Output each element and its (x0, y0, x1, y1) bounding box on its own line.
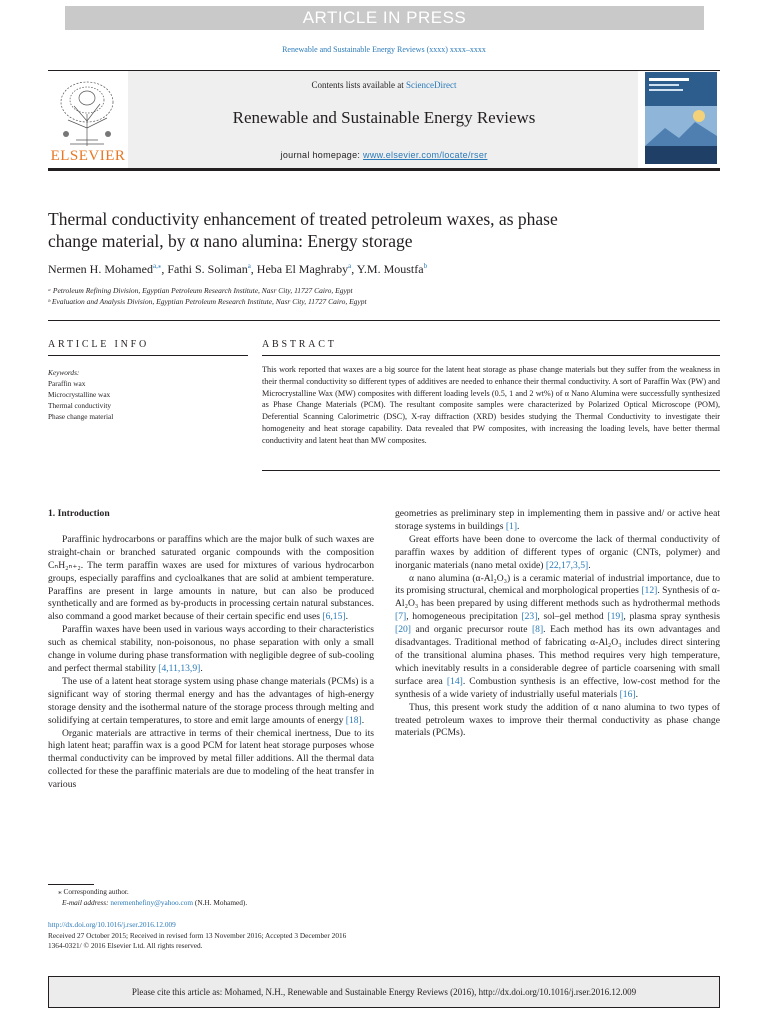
paragraph: geometries as preliminary step in implementing them in passive and/ or active heat storage systems in buildings [1]. (395, 508, 720, 532)
citation-link[interactable]: [1] (505, 520, 518, 532)
affiliation-b: ᵇ Evaluation and Analysis Division, Egyptian Petroleum Research Institute, Nasr City, 11727 Cairo, Egypt (48, 297, 367, 306)
keywords-block (48, 367, 248, 422)
keyword-item: Paraffin wax (48, 379, 86, 388)
paragraph-text: geometries as preliminary step in implementing them in passive and/ or active heat storage systems in buildings (395, 508, 720, 532)
author-affiliation-marker[interactable]: a,⁎ (152, 262, 162, 270)
keyword-item: Phase change material (48, 412, 114, 421)
paragraph-text: Paraffin waxes have been used in various ways according to their characteristics such as chemical stability, non-poisonous, no phase separation with only a small change in volume during phase transformation with negligible degree of sub-cooling and perfect thermal stability (48, 624, 374, 674)
keyword-item: Thermal conductivity (48, 401, 112, 410)
abstract-end-rule (262, 470, 720, 471)
sciencedirect-link[interactable]: ScienceDirect (406, 80, 457, 90)
paragraph-text: . Combustion synthesis is an effective, low-cost method for the synthesis of a wide variety of industrially useful materials (395, 675, 720, 700)
citation-link[interactable]: [14] (446, 675, 463, 687)
publisher-logo-text: ELSEVIER (50, 148, 126, 164)
paragraph: Paraffinic hydrocarbons or paraffins which are the major bulk of such waxes are straight-chain or branched saturated organic compounds with the composition CₙH₂ₙ₊₂. The term paraffin waxes are used for mixtures of various hydrocarbon groups, especially paraffins and cycloalkanes that are solid at ambient temperature. Paraffins are present in large amounts in nature, but can also be produced synthetically and are formed as by-products in processing certain natural substances. also command a good market because of their certain specific end uses [6,15]. (48, 533, 374, 623)
paragraph: α nano alumina (α-Al₂O₃) is a ceramic material of industrial importance, due to its promising structural, chemical and morphological properties [12]. Synthesis of α-Al₂O₃ has been prepared by using different methods such as hydrothermal methods [7], homogeneous precipitation [23], sol–gel method [19], plasma spray synthesis [20] and organic precursor route [8]. Each method has its own advantages and disadvantages. Traditional method of fabricating α-Al₂O₃ includes direct sintering of the transitional alumina phases. This method requires very high temperature, which inevitably results in a considerable degree of particle coarsening with small surface area [14]. Combustion synthesis is an effective, low-cost method for the synthesis of a wide variety of industrially useful materials [16]. (395, 572, 721, 700)
paragraph: Paraffin waxes have been used in various ways according to their characteristics such as chemical stability, non-poisonous, no phase separation with only a small change in volume during phase transformation with negligible degree of sub-cooling and perfect thermal stability [4,11,13,9]. (48, 624, 374, 674)
citation-box: Please cite this article as: Mohamed, N.H., Renewable and Sustainable Energy Reviews (2016), http://dx.doi.org/10.1016/j.rser.2016.12.009 (48, 976, 720, 1008)
corresponding-author-note: ⁎ Corresponding author. (58, 887, 129, 896)
affiliation-a: ᵃ Petroleum Refining Division, Egyptian Petroleum Research Institute, Nasr City, 11727 Cairo, Egypt (48, 286, 353, 295)
footnotes (48, 887, 548, 952)
paragraph-text: . Synthesis of α-Al₂O₃ has been prepared by using different methods such as hydrothermal methods (395, 585, 720, 610)
paragraph-text: Organic materials are attractive in terms of their chemical inertness, Due to its high latent heat; paraffin wax is a good PCM for latent heat storage purposes whose thermal conductivity can be improved by metal filler additions. All the thermal data collected for these the paraffinic materials are due to modeling of the heat transfer in various (48, 727, 374, 791)
keyword-item: Microcrystalline wax (48, 390, 111, 399)
author-name[interactable]: Fathi S. Soliman (167, 262, 248, 276)
received-dates: Received 27 October 2015; Received in revised form 13 November 2016; Accepted 3 December 2016 (48, 930, 347, 940)
title-bottom-rule (48, 320, 720, 321)
abstract-heading: ABSTRACT (262, 339, 337, 350)
keywords-label: Keywords: (48, 368, 80, 377)
author-affiliation-marker[interactable]: a (247, 262, 251, 270)
paragraph-text: Paraffinic hydrocarbons or paraffins which are the major bulk of such waxes are straight-chain or branched saturated organic compounds with the composition CₙH₂ₙ₊₂. The term paraffin waxes are used for mixtures of various hydrocarbon groups, especially paraffins and cycloalkanes that are solid at ambient temperature. Paraffins are present in large amounts in nature, but can also be produced synthetically and are formed as by-products in processing certain natural substances. also command a good market because of their certain specific end uses (48, 533, 374, 623)
paragraph-text: . Each method has its own advantages and disadvantages. Traditional method of fabricating α-Al₂O₃ includes direct sintering of the transitional alumina phases. This method requires very high temperature, which inevitably results in a considerable degree of particle coarsening with small surface area (395, 624, 721, 687)
author-affiliation-marker[interactable]: a (348, 262, 352, 270)
paragraph: Great efforts have been done to overcome the lack of thermal conductivity of paraffin waxes by addition of different types of organic (CNTs, polymer) and inorganic materials (nano metal oxide) [22,17,3,5]. (395, 533, 720, 571)
paragraph (395, 702, 720, 741)
citation-link[interactable]: [4,11,13,9] (158, 662, 201, 674)
body-column-right (395, 508, 720, 740)
citation-link[interactable]: [6,15] (322, 611, 346, 623)
abstract-rule (262, 355, 720, 356)
paragraph-text: The use of a latent heat storage system using phase change materials (PCMs) is a significant way of storing thermal energy and has the advantages of high-energy storage density and the isothermal nature of the storage process through melting and solidifying at certain temperatures, to store and emit large amounts of energy (48, 675, 374, 726)
footnote-rule (48, 884, 94, 885)
citation-link[interactable]: [8] (531, 624, 544, 636)
citation-link[interactable]: [16] (619, 688, 636, 700)
paragraph-text: Great efforts have been done to overcome the lack of thermal conductivity of paraffin waxes by addition of different types of organic (CNTs, polymer) and inorganic materials (nano metal oxide) (395, 533, 720, 571)
citation-link[interactable]: [12] (641, 585, 658, 597)
article-info-heading: ARTICLE INFO (48, 339, 150, 350)
article-title-line-1: Thermal conductivity enhancement of treated petroleum waxes, as phase (48, 209, 558, 229)
paragraph-text: , plasma spray synthesis (623, 611, 720, 623)
author-affiliation-marker[interactable]: b (423, 262, 428, 270)
citation-link[interactable]: [22,17,3,5] (545, 559, 589, 571)
citation-link[interactable]: [18] (345, 714, 362, 726)
email-label: E-mail address: (62, 897, 111, 907)
paragraph (48, 728, 374, 793)
paragraph-text: and organic precursor route (410, 624, 532, 636)
paragraph: The use of a latent heat storage system using phase change materials (PCMs) is a significant way of storing thermal energy and has the advantages of high-energy storage density and the isothermal nature of the storage process through melting and solidifying at certain temperatures, to store and emit large amounts of energy [18]. (48, 675, 374, 726)
paragraph-text: Thus, this present work study the addition of α nano alumina to two types of treated petroleum waxes to improve their thermal conductivity as phase change materials (PCMs). (395, 701, 720, 739)
abstract-text: This work reported that waxes are a big source for the latent heat storage as phase change materials but they suffer from the weakness in their thermal conductivity so different types of additives are needed to enhance their thermal conductivity. A sort of Paraffin Wax (PW) and Microcrystalline Wax (MW) composites with different loading levels (0.5, 1 and 2 wt%) of α Nano Alumina were successfully synthesized as Phase Change Materials (PCM). The resultant composite samples were characterized by Polarized Optical Microscope (POM), Deferential Scanning Calorimetric (DSC), X-ray diffraction (XRD) besides studying the Thermal Conductivity to investigate their homogeneity and heat storage capability. Data revealed that PW composites, with increasing the loading levels, have better thermal conductivity and latent heat than MW composites. (262, 365, 720, 445)
email-link[interactable]: neremenhefiny@yahoo.com (110, 897, 194, 907)
article-in-press-banner: ARTICLE IN PRESS (65, 6, 704, 30)
author-name[interactable]: Y.M. Moustfa (356, 262, 424, 276)
issn-copyright: 1364-0321/ © 2016 Elsevier Ltd. All rights reserved. (48, 941, 203, 950)
homepage-link[interactable]: www.elsevier.com/locate/rser (363, 150, 488, 160)
footnote-spacer (48, 908, 548, 920)
citation-link[interactable]: [7] (395, 611, 407, 623)
journal-reference-link[interactable]: Renewable and Sustainable Energy Reviews (xxxx) xxxx–xxxx (282, 45, 486, 54)
article-title-line-2: change material, by α nano alumina: Energy storage (48, 231, 413, 251)
homepage-label: journal homepage: (280, 150, 364, 160)
journal-cover-thumbnail[interactable] (645, 72, 717, 164)
citation-link[interactable]: [23] (521, 611, 538, 623)
contents-prefix: Contents lists available at (311, 80, 406, 90)
citation-link[interactable]: [19] (607, 611, 624, 623)
body-column-left (48, 508, 374, 792)
author-list: Nermen H. Mohamed$^{a,⁎}$, Fathi S. Soliman$^a$, Heba El Maghraby$^a$, Y.M. Moustfa$^b$ (48, 262, 428, 276)
paragraph-text: , sol–gel method (537, 611, 608, 623)
email-note (48, 898, 548, 909)
author-name[interactable]: Heba El Maghraby (256, 262, 349, 276)
header-bottom-rule (48, 168, 720, 171)
section-heading-introduction: 1. Introduction (48, 508, 110, 519)
email-suffix: (N.H. Mohamed). (193, 897, 248, 907)
paragraph-text: , homogeneous precipitation (406, 611, 522, 623)
paragraph-text: α nano alumina (α-Al₂O₃) is a ceramic material of industrial importance, due to its promising structural, chemical and morphological properties (395, 572, 720, 597)
author-name[interactable]: Nermen H. Mohamed (48, 262, 153, 276)
article-title (48, 208, 708, 252)
article-info-rule (48, 355, 248, 356)
doi-link[interactable]: http://dx.doi.org/10.1016/j.rser.2016.12.009 (48, 920, 176, 929)
journal-title: Renewable and Sustainable Energy Reviews (232, 108, 536, 127)
citation-link[interactable]: [20] (395, 624, 411, 636)
